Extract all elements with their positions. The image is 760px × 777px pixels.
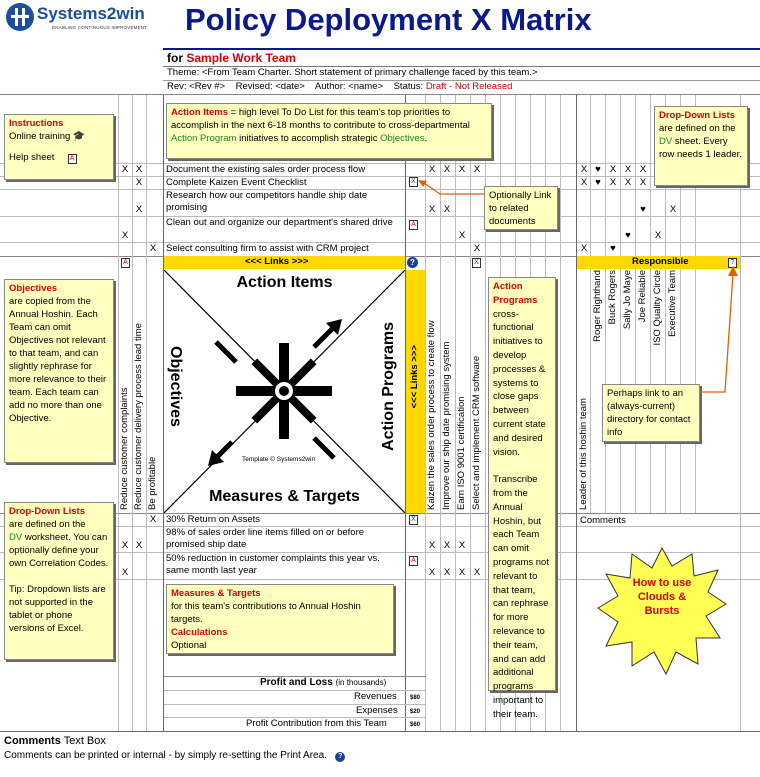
links-label-vertical: <<< Links >>> xyxy=(409,345,420,409)
perhaps-arrow xyxy=(695,262,740,402)
objective-label[interactable]: Reduce customer delivery process lead time xyxy=(133,323,144,510)
x-mark[interactable]: X xyxy=(121,540,129,551)
optional-link-note: Optionally Link to related documents xyxy=(484,186,558,230)
pdf-link-icon[interactable]: A xyxy=(121,258,130,268)
x-mark[interactable]: X xyxy=(428,567,436,578)
action-item[interactable]: Document the existing sales order process flow xyxy=(166,164,366,175)
objective-label[interactable]: Reduce customer complaints xyxy=(119,387,130,510)
heart-mark[interactable]: ♥ xyxy=(610,243,616,254)
x-mark[interactable]: X xyxy=(580,164,588,175)
x-mark[interactable]: X xyxy=(624,164,632,175)
logo-brand: Systems2win xyxy=(37,4,145,23)
program-label[interactable]: Improve our ship date promising system xyxy=(441,341,452,510)
measures-note: Measures & Targets for this team's contributions to Annual Hoshin targets. Calculations Optional xyxy=(166,584,394,654)
heart-mark[interactable]: ♥ xyxy=(640,204,646,215)
x-mark[interactable]: X xyxy=(443,567,451,578)
measure-item[interactable]: 30% Return on Assets xyxy=(166,514,260,525)
measure-item[interactable]: 50% reduction in customer complaints this year vs. same month last year xyxy=(166,553,380,576)
x-mark[interactable]: X xyxy=(458,230,466,241)
x-mark[interactable]: X xyxy=(121,230,129,241)
x-mark[interactable]: X xyxy=(149,243,157,254)
x-mark[interactable]: X xyxy=(458,567,466,578)
instructions-title: Instructions xyxy=(9,118,64,129)
x-mark[interactable]: X xyxy=(639,164,647,175)
x-mark[interactable]: X xyxy=(473,164,481,175)
responsible-name[interactable]: Sally Jo Maye xyxy=(622,270,633,330)
dropdown-note-left: Drop-Down Lists are defined on the DV worksheet. You can optionally define your own Correlation Codes. Tip: Dropdown lists are not supported in the tablet or phone versions of Excel. xyxy=(4,502,114,660)
x-top-label: Action Items xyxy=(236,274,333,291)
heart-mark[interactable]: ♥ xyxy=(625,230,631,241)
rev-field[interactable]: Rev: <Rev #> xyxy=(167,81,226,92)
help-sheet-link[interactable]: Help sheet A xyxy=(9,151,109,164)
x-mark[interactable]: X xyxy=(428,540,436,551)
program-label[interactable]: Earn ISO 9001 certification xyxy=(456,396,467,510)
x-mark[interactable]: X xyxy=(121,164,129,175)
revised-field[interactable]: Revised: <date> xyxy=(235,81,305,92)
action-item[interactable]: Complete Kaizen Event Checklist xyxy=(166,177,307,188)
perhaps-note: Perhaps link to an (always-current) directory for contact info xyxy=(602,384,700,442)
responsible-name[interactable]: Joe Reliable xyxy=(637,270,648,323)
bottom-comments: Comments Text Box xyxy=(4,735,106,747)
x-mark[interactable]: X xyxy=(443,204,451,215)
comments-label-right: Comments xyxy=(580,515,626,526)
program-label[interactable]: Kaizen the sales order process to create flow xyxy=(426,320,437,510)
logo-icon xyxy=(6,3,34,31)
profit-value[interactable]: $60 xyxy=(410,722,421,728)
action-item[interactable]: Select consulting firm to assist with CRM project xyxy=(166,243,369,254)
graduation-cap-icon: 🎓 xyxy=(72,131,86,142)
measure-item[interactable]: 98% of sales order line items filled on or before promised ship date xyxy=(166,527,365,550)
logo xyxy=(6,2,162,40)
action-item[interactable]: Research how our competitors handle ship date promising xyxy=(166,190,368,213)
xls-link-icon[interactable]: X xyxy=(409,177,418,187)
x-mark[interactable]: X xyxy=(428,204,436,215)
status-label: Status: xyxy=(393,81,424,92)
x-mark[interactable]: X xyxy=(639,177,647,188)
pnl-title: Profit and Loss (in thousands) xyxy=(260,677,387,688)
responsible-name[interactable]: ISO Quality Circle xyxy=(652,270,663,346)
link-icon[interactable]: ? xyxy=(728,258,737,268)
help-icon[interactable]: ? xyxy=(335,752,345,762)
pdf-link-icon[interactable]: A xyxy=(409,556,418,566)
x-matrix-center xyxy=(164,270,405,513)
instructions-note xyxy=(4,114,114,180)
action-programs-note: Action Programs cross-functional initiatives to develop processes & systems to close gaps between current state and desired vision. Transcribe from the Annual Hoshin, but each Team can omit programs not relevant to that team, can rephrase for more relevance to their team, and can add additional programs important to their team. xyxy=(488,277,556,691)
revenues-label: Revenues xyxy=(354,691,397,702)
team-name[interactable]: Sample Work Team xyxy=(186,51,296,65)
expenses-label: Expenses xyxy=(356,705,398,716)
x-mark[interactable]: X xyxy=(669,204,677,215)
x-right-label: Action Programs xyxy=(380,322,397,451)
logo-tagline: ENABLING CONTINUOUS IMPROVEMENT xyxy=(52,25,148,30)
action-item[interactable]: Clean out and organize our department's shared drive xyxy=(166,217,393,228)
links-label: <<< Links >>> xyxy=(245,256,309,267)
x-mark[interactable]: X xyxy=(135,540,143,551)
x-mark[interactable]: X xyxy=(580,177,588,188)
x-mark[interactable]: X xyxy=(135,164,143,175)
action-items-note: Action Items = high level To Do List for this team's top priorities to accomplish in the next 6-18 months to contribute to cross-departmental Action Program initiatives to accomplish strategic Objectives. xyxy=(166,103,492,159)
heart-mark[interactable]: ♥ xyxy=(595,177,601,188)
x-mark[interactable]: X xyxy=(609,164,617,175)
x-mark[interactable]: X xyxy=(443,164,451,175)
x-mark[interactable]: X xyxy=(624,177,632,188)
x-left-label: Objectives xyxy=(167,346,184,427)
x-mark[interactable]: X xyxy=(121,567,129,578)
x-mark[interactable]: X xyxy=(443,540,451,551)
x-mark[interactable]: X xyxy=(135,204,143,215)
theme-field[interactable]: Theme: <From Team Charter. Short statement of primary challenge faced by this team.> xyxy=(167,67,538,78)
responsible-name[interactable]: Executive Team xyxy=(667,270,678,337)
x-mark[interactable]: X xyxy=(580,243,588,254)
xls-link-icon[interactable]: X xyxy=(472,258,481,268)
responsible-name[interactable]: Roger Righthand xyxy=(592,270,603,342)
profit-label: Profit Contribution from this Team xyxy=(246,718,387,729)
revenues-value[interactable]: $80 xyxy=(410,695,421,701)
page-title: Policy Deployment X Matrix xyxy=(185,2,592,37)
heart-mark[interactable]: ♥ xyxy=(595,164,601,175)
x-mark[interactable]: X xyxy=(428,164,436,175)
x-mark[interactable]: X xyxy=(458,540,466,551)
revision-line xyxy=(167,81,512,93)
status-value[interactable]: Draft - Not Released xyxy=(425,81,513,92)
bottom-comments-text[interactable]: Comments can be printed or internal - by simply re-setting the Print Area. ? xyxy=(4,750,345,762)
dropdown-note-right: Drop-Down Lists are defined on the DV sheet. Every row needs 1 leader. xyxy=(654,106,748,186)
expenses-value[interactable]: $20 xyxy=(410,709,421,715)
x-mark[interactable]: X xyxy=(473,243,481,254)
pdf-link-icon[interactable]: A xyxy=(409,220,418,230)
x-mark[interactable]: X xyxy=(654,230,662,241)
xls-link-icon[interactable]: X xyxy=(409,515,418,525)
responsible-label: Responsible xyxy=(632,256,689,267)
cloud-burst[interactable] xyxy=(596,546,728,676)
x-mark[interactable]: X xyxy=(135,177,143,188)
team-line xyxy=(167,51,296,65)
program-label[interactable]: Select and implement CRM software xyxy=(471,355,482,510)
author-field[interactable]: Author: <name> xyxy=(314,81,384,92)
x-mark[interactable]: X xyxy=(149,514,157,525)
cloud-text: How to use Clouds & Bursts xyxy=(632,577,692,617)
x-bottom-label: Measures & Targets xyxy=(209,488,360,505)
responsible-name[interactable]: Leader of this hoshin team xyxy=(578,398,589,510)
help-icon[interactable]: ? xyxy=(407,257,418,268)
x-mark[interactable]: X xyxy=(458,164,466,175)
x-mark[interactable]: X xyxy=(473,567,481,578)
template-credit: Template © Systems2win xyxy=(242,456,316,463)
online-training-link[interactable]: Online training 🎓 xyxy=(9,131,86,142)
objectives-note: Objectives are copied from the Annual Hoshin. Each Team can omit Objectives not relevant to that team, and can slightly rephrase for more relevance to their team. Each team can add no more than one Objective. xyxy=(4,279,114,463)
responsible-name[interactable]: Buck Rogers xyxy=(607,270,618,325)
pdf-icon: A xyxy=(68,154,77,164)
for-label: for xyxy=(167,51,183,65)
x-mark[interactable]: X xyxy=(609,177,617,188)
objective-label[interactable]: Be profitable xyxy=(147,456,158,510)
